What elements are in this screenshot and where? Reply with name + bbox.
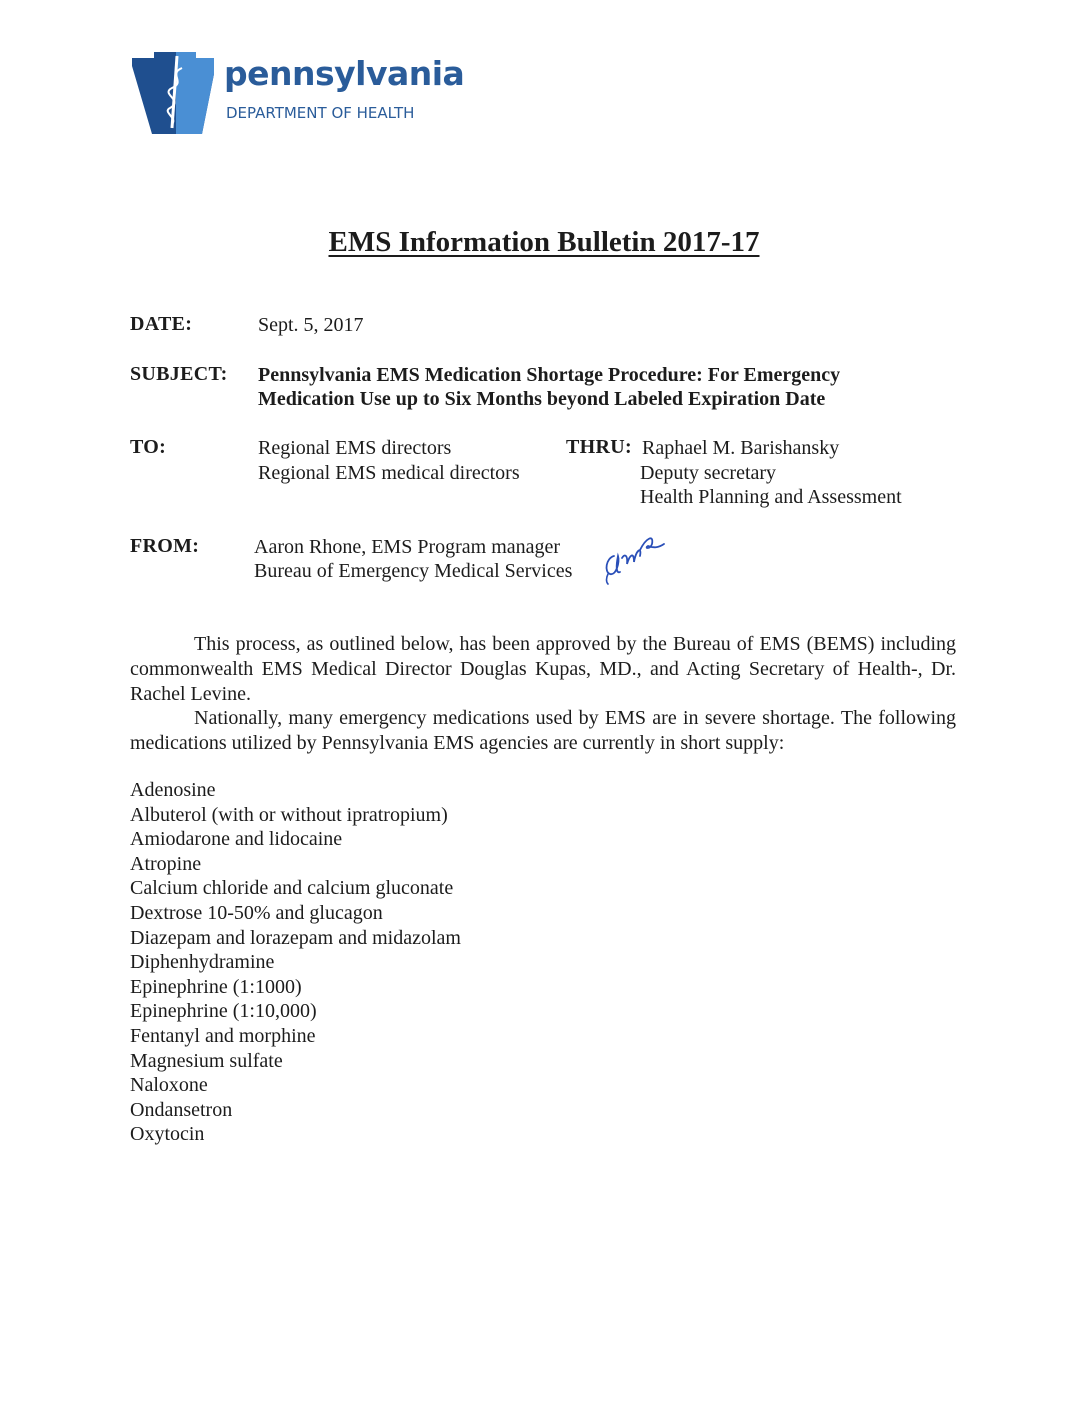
medication-list (130, 778, 461, 1147)
from-label: FROM: (130, 535, 200, 557)
to-line-2: Regional EMS medical directors (258, 462, 520, 484)
list-item: Calcium chloride and calcium gluconate (130, 877, 454, 900)
date-label: DATE: (130, 313, 193, 335)
list-item: Fentanyl and morphine (130, 1024, 316, 1047)
thru-line-2: Deputy secretary (640, 462, 777, 484)
bulletin-title: EMS Information Bulletin 2017-17 (328, 226, 760, 258)
list-item: Adenosine (130, 779, 216, 801)
keystone-icon (132, 48, 222, 134)
subject-line-2: Medication Use up to Six Months beyond Labeled Expiration Date (258, 388, 826, 410)
subject-label: SUBJECT: (130, 363, 228, 385)
date-value: Sept. 5, 2017 (258, 314, 364, 336)
to-line-1: Regional EMS directors (258, 437, 452, 459)
list-item: Ondansetron (130, 1098, 233, 1121)
thru-line-3: Health Planning and Assessment (640, 486, 902, 508)
intro-paragraph: This process, as outlined below, has been approved by the Bureau of EMS (BEMS) including commonwealth EMS Medical Director Douglas Kupas, MD., and Acting Secretary of Health-, Dr. Rachel Levine. (130, 633, 956, 705)
thru-label: THRU: (566, 436, 632, 458)
pa-health-logo (132, 48, 472, 134)
list-item: Magnesium sulfate (130, 1049, 283, 1072)
thru-line-1: Raphael M. Barishansky (642, 437, 840, 459)
list-item: Amiodarone and lidocaine (130, 828, 343, 851)
subject-line-1: Pennsylvania EMS Medication Shortage Procedure: For Emergency (258, 364, 841, 386)
logo-wordmark: pennsylvania (224, 54, 465, 93)
list-item: Naloxone (130, 1074, 208, 1097)
shortage-paragraph: Nationally, many emergency medications used by EMS are in severe shortage. The following medications utilized by Pennsylvania EMS agencies are currently in short supply: (130, 707, 956, 754)
list-item: Albuterol (with or without ipratropium) (130, 803, 448, 826)
signature-initials (600, 526, 670, 591)
list-item: Oxytocin (130, 1123, 205, 1146)
list-item: Epinephrine (1:1000) (130, 975, 302, 998)
list-item: Dextrose 10-50% and glucagon (130, 901, 383, 924)
from-line-1: Aaron Rhone, EMS Program manager (254, 536, 561, 558)
list-item: Diphenhydramine (130, 951, 275, 974)
to-label: TO: (130, 436, 167, 458)
list-item: Epinephrine (1:10,000) (130, 1000, 317, 1023)
logo-department: DEPARTMENT OF HEALTH (226, 104, 415, 122)
list-item: Atropine (130, 852, 202, 875)
from-line-2: Bureau of Emergency Medical Services (254, 560, 573, 582)
list-item: Diazepam and lorazepam and midazolam (130, 926, 461, 949)
